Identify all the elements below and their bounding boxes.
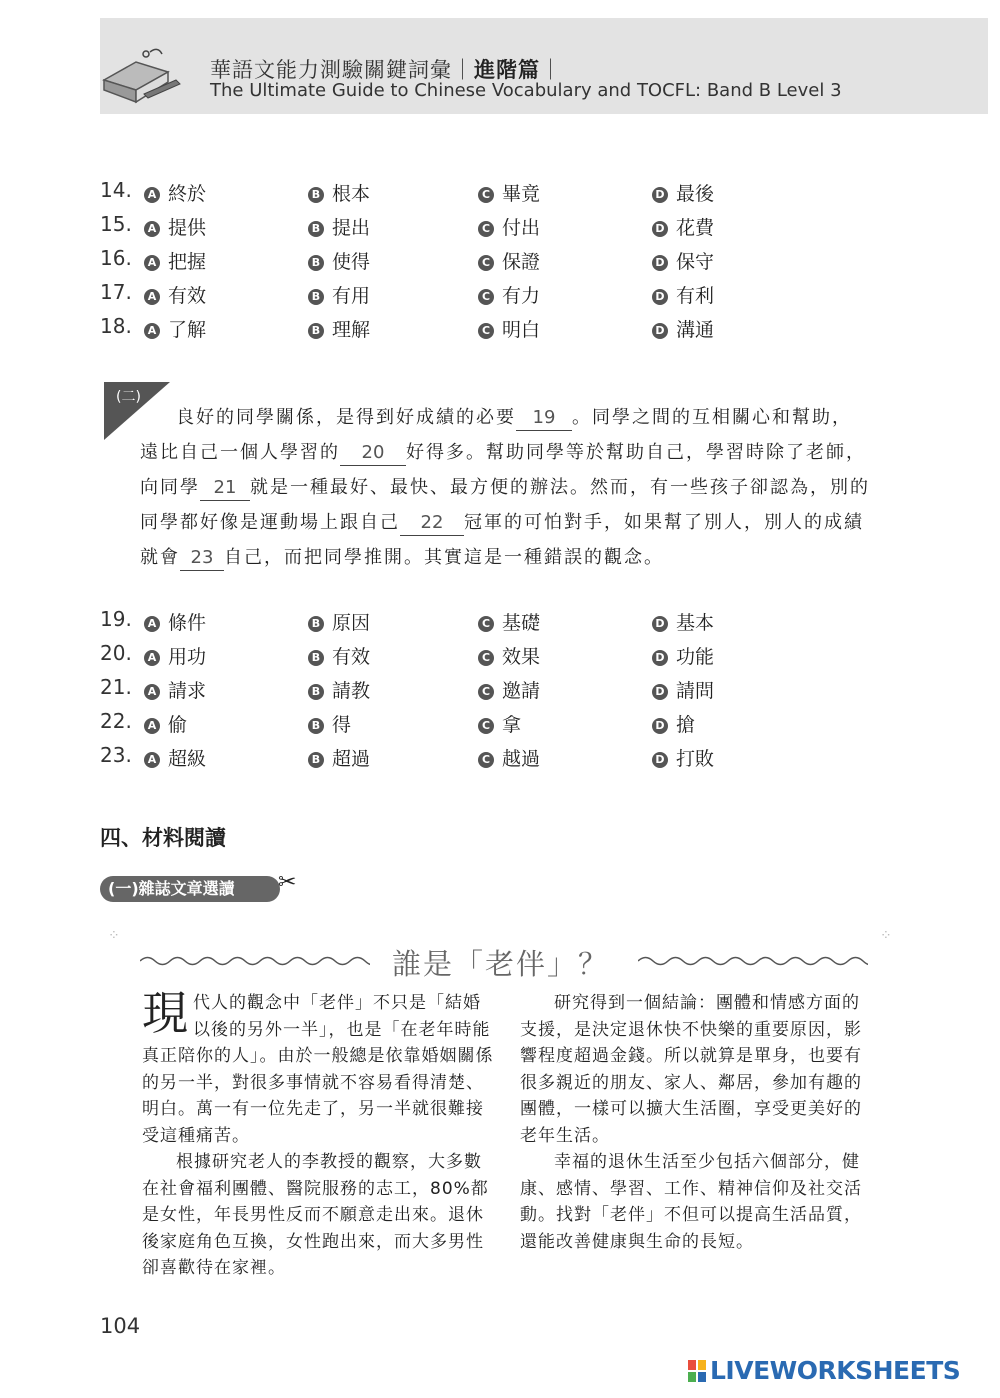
header-title-cn: 華語文能力測驗關鍵詞彙｜進階篇｜ <box>210 58 562 82</box>
option-b[interactable] <box>308 710 351 737</box>
option-d[interactable] <box>652 608 714 635</box>
option-letter-icon: A <box>144 752 160 768</box>
question-number: 20. <box>100 641 132 665</box>
option-a[interactable] <box>144 213 206 240</box>
drop-cap: 現 <box>142 986 189 1040</box>
option-c[interactable] <box>478 676 540 703</box>
option-letter-icon: D <box>652 718 668 734</box>
option-a[interactable] <box>144 744 206 771</box>
option-text: 邀請 <box>502 680 541 702</box>
header-title-en: The Ultimate Guide to Chinese Vocabulary and TOCFL: Band B Level 3 <box>210 80 842 101</box>
option-a[interactable] <box>144 247 206 274</box>
option-b[interactable] <box>308 642 370 669</box>
book-icon <box>96 32 186 112</box>
question-number: 16. <box>100 246 132 270</box>
option-d[interactable] <box>652 315 714 342</box>
option-a[interactable] <box>144 642 206 669</box>
blank-23[interactable]: 23 <box>180 546 224 571</box>
option-text: 用功 <box>168 646 207 668</box>
option-letter-icon: B <box>308 221 324 237</box>
liveworksheets-logo-icon <box>688 1360 706 1382</box>
option-letter-icon: C <box>478 752 494 768</box>
option-letter-icon: C <box>478 616 494 632</box>
page-header <box>100 18 988 114</box>
option-letter-icon: B <box>308 616 324 632</box>
option-c[interactable] <box>478 281 540 308</box>
option-c[interactable] <box>478 608 540 635</box>
article-column-right: 研究得到一個結論：團體和情感方面的支援，是決定退休快不快樂的重要原因，影響程度超過金錢。所以就算是單身，也要有很多親近的朋友、家人、鄰居，參加有趣的團體，一樣可以擴大生活圈，享受更美好的老年生活。 幸福的退休生活至少包括六個部分，健康、感情、學習、工作、精神信仰及社交活動。找對「老伴」不但可以提高生活品質，還能改善健康與生命的長短。 <box>520 993 862 1252</box>
option-text: 基本 <box>676 612 715 634</box>
option-c[interactable] <box>478 247 540 274</box>
option-letter-icon: B <box>308 752 324 768</box>
scissors-icon: ✂ <box>278 870 297 895</box>
option-text: 保守 <box>676 251 715 273</box>
option-letter-icon: D <box>652 221 668 237</box>
option-b[interactable] <box>308 179 370 206</box>
option-text: 功能 <box>676 646 715 668</box>
option-text: 越過 <box>502 748 541 770</box>
option-letter-icon: A <box>144 616 160 632</box>
option-c[interactable] <box>478 642 540 669</box>
option-letter-icon: B <box>308 323 324 339</box>
page-number: 104 <box>100 1314 141 1338</box>
option-text: 了解 <box>168 319 207 341</box>
option-letter-icon: C <box>478 650 494 666</box>
option-text: 偷 <box>168 714 188 736</box>
option-text: 溝通 <box>676 319 715 341</box>
option-text: 基礎 <box>502 612 541 634</box>
option-text: 搶 <box>676 714 696 736</box>
option-text: 畢竟 <box>502 183 541 205</box>
option-letter-icon: D <box>652 255 668 271</box>
option-c[interactable] <box>478 744 540 771</box>
option-text: 付出 <box>502 217 541 239</box>
option-letter-icon: D <box>652 323 668 339</box>
option-b[interactable] <box>308 247 370 274</box>
option-text: 把握 <box>168 251 207 273</box>
option-text: 打敗 <box>676 748 715 770</box>
option-text: 原因 <box>332 612 371 634</box>
option-letter-icon: B <box>308 650 324 666</box>
blank-20[interactable]: 20 <box>340 441 406 466</box>
option-text: 條件 <box>168 612 207 634</box>
option-b[interactable] <box>308 315 370 342</box>
option-d[interactable] <box>652 676 714 703</box>
question-number: 22. <box>100 709 132 733</box>
question-number: 18. <box>100 314 132 338</box>
option-d[interactable] <box>652 710 695 737</box>
option-letter-icon: C <box>478 323 494 339</box>
option-text: 最後 <box>676 183 715 205</box>
option-d[interactable] <box>652 247 714 274</box>
option-b[interactable] <box>308 281 370 308</box>
option-a[interactable] <box>144 179 206 206</box>
option-a[interactable] <box>144 281 206 308</box>
option-letter-icon: A <box>144 221 160 237</box>
article-column-left: 現代人的觀念中「老伴」不只是「結婚以後的另外一半」，也是「在老年時能真正陪你的人」。由於一般總是依靠婚姻關係的另一半，對很多事情就不容易看得清楚、明白。萬一有一位先走了，另一半就很難接受這種痛苦。 根據研究老人的李教授的觀察，大多數在社會福利團體、醫院服務的志工，80%都是女性，年長男性反而不願意走出來。退休後家庭角色互換，女性跑出來，而大多男性卻喜歡待在家裡。 <box>142 986 494 1278</box>
option-d[interactable] <box>652 744 714 771</box>
option-text: 使得 <box>332 251 371 273</box>
option-c[interactable] <box>478 710 521 737</box>
option-text: 有力 <box>502 285 541 307</box>
article-title: 誰是「老伴」？ <box>392 947 610 981</box>
title-wave-right <box>638 952 868 970</box>
option-c[interactable] <box>478 315 540 342</box>
option-b[interactable] <box>308 608 370 635</box>
blank-21[interactable]: 21 <box>200 476 250 501</box>
option-text: 根本 <box>332 183 371 205</box>
option-letter-icon: A <box>144 650 160 666</box>
option-letter-icon: C <box>478 684 494 700</box>
blank-22[interactable]: 22 <box>400 511 464 536</box>
option-d[interactable] <box>652 213 714 240</box>
option-text: 終於 <box>168 183 207 205</box>
option-d[interactable] <box>652 281 714 308</box>
option-text: 效果 <box>502 646 541 668</box>
option-letter-icon: A <box>144 323 160 339</box>
option-letter-icon: C <box>478 221 494 237</box>
option-letter-icon: D <box>652 187 668 203</box>
option-letter-icon: B <box>308 684 324 700</box>
option-text: 花費 <box>676 217 715 239</box>
option-letter-icon: D <box>652 684 668 700</box>
option-letter-icon: A <box>144 718 160 734</box>
option-text: 保證 <box>502 251 541 273</box>
decor-dots: ⁘ <box>880 928 892 944</box>
option-letter-icon: C <box>478 255 494 271</box>
blank-19[interactable]: 19 <box>516 406 572 431</box>
option-letter-icon: A <box>144 187 160 203</box>
decor-dots: ⁘ <box>108 928 120 944</box>
option-c[interactable] <box>478 179 540 206</box>
option-text: 超過 <box>332 748 371 770</box>
question-number: 19. <box>100 607 132 631</box>
option-letter-icon: A <box>144 255 160 271</box>
option-letter-icon: D <box>652 752 668 768</box>
question-number: 21. <box>100 675 132 699</box>
option-text: 理解 <box>332 319 371 341</box>
option-letter-icon: B <box>308 255 324 271</box>
option-text: 有利 <box>676 285 715 307</box>
option-text: 有效 <box>332 646 371 668</box>
option-letter-icon: C <box>478 289 494 305</box>
option-text: 拿 <box>502 714 522 736</box>
option-text: 請求 <box>168 680 207 702</box>
option-d[interactable] <box>652 642 714 669</box>
option-text: 得 <box>332 714 352 736</box>
option-letter-icon: C <box>478 187 494 203</box>
option-b[interactable] <box>308 744 370 771</box>
question-number: 15. <box>100 212 132 236</box>
option-a[interactable] <box>144 710 187 737</box>
option-d[interactable] <box>652 179 714 206</box>
option-text: 提出 <box>332 217 371 239</box>
option-text: 明白 <box>502 319 541 341</box>
option-letter-icon: B <box>308 718 324 734</box>
option-letter-icon: D <box>652 650 668 666</box>
option-letter-icon: B <box>308 289 324 305</box>
cloze-passage: 良好的同學關係，是得到好成績的必要 19 。同學之間的互相關心和幫助，遠比自己一個人學習的 20 好得多。幫助同學等於幫助自己，學習時除了老師，向同學 21 就是一種最好、最快、最方便的辦法。然而，有一些孩子卻認為，別的同學都好像是運動場上跟自己 22 冠軍的可怕對手，如果幫了別人，別人的成績就會 23 自己，而把同學推開。其實這是一種錯誤的觀念。 <box>140 400 870 575</box>
option-letter-icon: C <box>478 718 494 734</box>
option-letter-icon: D <box>652 289 668 305</box>
title-wave-left <box>140 952 370 970</box>
question-number: 14. <box>100 178 132 202</box>
option-text: 超級 <box>168 748 207 770</box>
option-a[interactable] <box>144 676 206 703</box>
option-letter-icon: A <box>144 684 160 700</box>
question-number: 17. <box>100 280 132 304</box>
option-text: 有用 <box>332 285 371 307</box>
option-c[interactable] <box>478 213 540 240</box>
section-title: 四、材料閱讀 <box>100 826 226 850</box>
subsection-pill: (一)雜誌文章選讀 <box>100 876 280 902</box>
option-b[interactable] <box>308 676 370 703</box>
option-letter-icon: D <box>652 616 668 632</box>
liveworksheets-watermark: LIVEWORKSHEETS <box>688 1356 960 1385</box>
option-letter-icon: B <box>308 187 324 203</box>
option-a[interactable] <box>144 608 206 635</box>
option-letter-icon: A <box>144 289 160 305</box>
option-text: 請問 <box>676 680 715 702</box>
option-b[interactable] <box>308 213 370 240</box>
option-a[interactable] <box>144 315 206 342</box>
option-text: 請教 <box>332 680 371 702</box>
section-label: (二) <box>116 389 141 405</box>
question-number: 23. <box>100 743 132 767</box>
option-text: 有效 <box>168 285 207 307</box>
option-text: 提供 <box>168 217 207 239</box>
